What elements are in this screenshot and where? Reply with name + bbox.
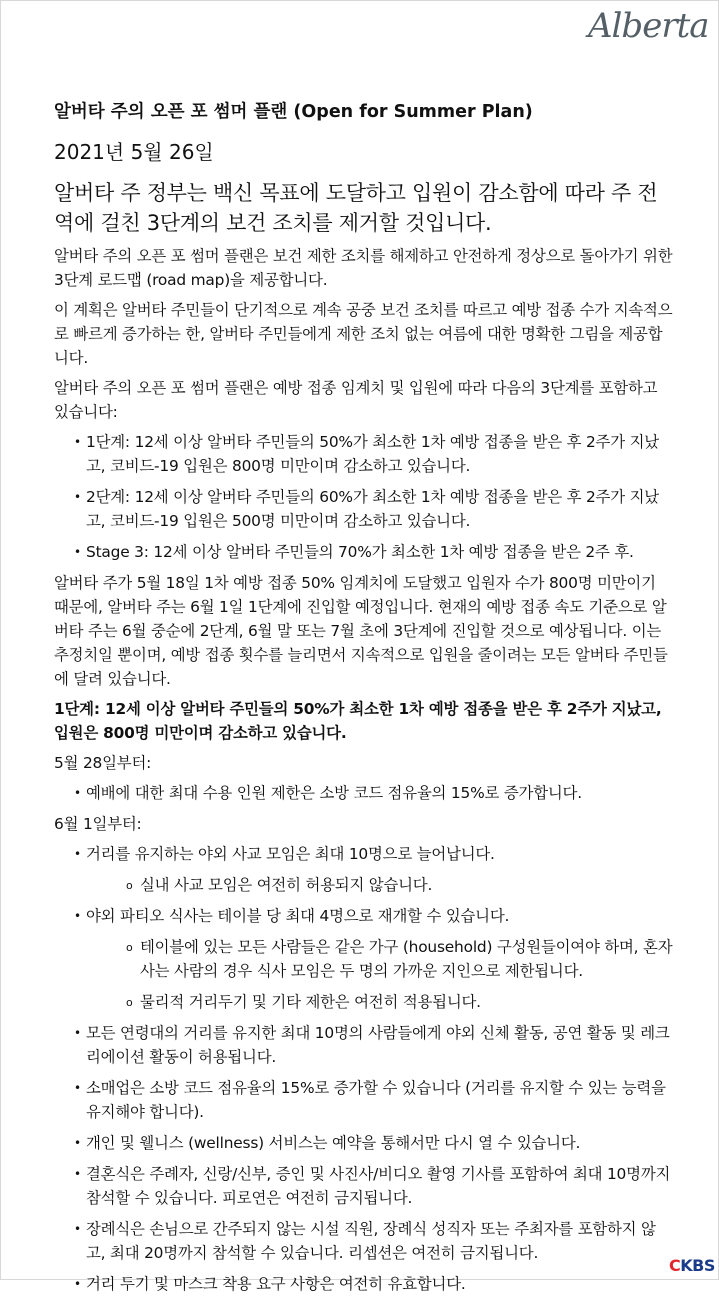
sub-list-item: o 테이블에 있는 모든 사람들은 같은 가구 (household) 구성원들이여야 하며, 혼자 사는 사람의 경우 식사 모임은 두 명의 가까운 지인으로 제한됩니다. xyxy=(54,935,674,983)
intro-paragraph: 알버타 주의 오픈 포 썸머 플랜은 보건 제한 조치를 해제하고 안전하게 정상으로 돌아가기 위한 3단계 로드맵 (road map)을 제공합니다. xyxy=(54,247,673,289)
watermark-kbs: KBS xyxy=(680,1256,715,1275)
alberta-logo: Alberta xyxy=(588,6,709,46)
watermark-c: C xyxy=(669,1256,681,1275)
list-item: • 개인 및 웰니스 (wellness) 서비스는 예약을 통해서만 다시 열 수 있습니다. xyxy=(54,1131,674,1155)
timeline-paragraph: 알버타 주가 5월 18일 1차 예방 접종 50% 임계치에 도달했고 입원자 수가 800명 미만이기 때문에, 알버타 주는 6월 1일 1단계에 진입할 예정입니다. 현재의 예방 접종 속도 기준으로 알버타 주는 6월 중순에 2단계, 6월 말 또는 7월 초에 3단계에 진입할 것으로 예상됩니다. 이는 추정치일 뿐이며, 예방 접종 횟수를 늘리면서 지속적으로 입원을 줄이려는 모든 알버타 주민들에 달려 있습니다. xyxy=(54,574,668,688)
document-body xyxy=(54,178,674,1303)
june1-label: 6월 1일부터: xyxy=(54,815,142,833)
stage-item-3: • Stage 3: 12세 이상 알버타 주민들의 70%가 최소한 1차 예방 접종을 받은 2주 후. xyxy=(54,540,674,564)
list-item: • 소매업은 소방 코드 점유율의 15%로 증가할 수 있습니다 (거리를 유지할 수 있는 능력을 유지해야 합니다). xyxy=(54,1076,674,1124)
list-item: • 거리 두기 및 마스크 착용 요구 사항은 여전히 유효합니다. xyxy=(54,1272,674,1296)
list-item: • 결혼식은 주례자, 신랑/신부, 증인 및 사진사/비디오 촬영 기사를 포함하여 최대 10명까지 참석할 수 있습니다. 피로연은 여전히 금지됩니다. xyxy=(54,1162,674,1210)
document-date: 2021년 5월 26일 xyxy=(54,140,214,164)
stages-intro-paragraph: 알버타 주의 오픈 포 썸머 플랜은 예방 접종 임계치 및 입원에 따라 다음의 3단계를 포함하고 있습니다: xyxy=(54,379,658,421)
may28-label: 5월 28일부터: xyxy=(54,754,152,772)
kbs-watermark xyxy=(669,1256,715,1275)
june1-list xyxy=(54,842,674,1296)
list-item: • 거리를 유지하는 야외 사교 모임은 최대 10명으로 늘어납니다. xyxy=(54,842,674,866)
list-item: • 예배에 대한 최대 수용 인원 제한은 소방 코드 점유율의 15%로 증가합니다. xyxy=(54,781,674,805)
stage-item-2: • 2단계: 12세 이상 알버타 주민들의 60%가 최소한 1차 예방 접종을 받은 후 2주가 지났고, 코비드-19 입원은 500명 미만이며 감소하고 있습니다. xyxy=(54,485,674,533)
stage1-heading: 1단계: 12세 이상 알버타 주민들의 50%가 최소한 1차 예방 접종을 받은 후 2주가 지났고, 입원은 800명 미만이며 감소하고 있습니다. xyxy=(54,700,662,742)
stage-item-1: • 1단계: 12세 이상 알버타 주민들의 50%가 최소한 1차 예방 접종을 받은 후 2주가 지났고, 코비드-19 입원은 800명 미만이며 감소하고 있습니다. xyxy=(54,430,674,478)
stages-list xyxy=(54,430,674,564)
sub-list-item: o 물리적 거리두기 및 기타 제한은 여전히 적용됩니다. xyxy=(54,990,674,1014)
sub-list-item: o 실내 사교 모임은 여전히 허용되지 않습니다. xyxy=(54,873,674,897)
may28-list xyxy=(54,781,674,805)
plan-paragraph: 이 계획은 알버타 주민들이 단기적으로 계속 공중 보건 조치를 따르고 예방 접종 수가 지속적으로 빠르게 증가하는 한, 알버타 주민들에게 제한 조치 없는 여름에 대한 명확한 그림을 제공합니다. xyxy=(54,301,673,367)
list-item: • 장례식은 손님으로 간주되지 않는 시설 직원, 장례식 성직자 또는 주최자를 포함하지 않고, 최대 20명까지 참석할 수 있습니다. 리셉션은 여전히 금지됩니다. xyxy=(54,1217,674,1265)
lead-paragraph: 알버타 주 정부는 백신 목표에 도달하고 입원이 감소함에 따라 주 전역에 걸친 3단계의 보건 조치를 제거할 것입니다. xyxy=(54,181,658,235)
document-title: 알버타 주의 오픈 포 썸머 플랜 (Open for Summer Plan) xyxy=(54,102,533,122)
list-item: • 야외 파티오 식사는 테이블 당 최대 4명으로 재개할 수 있습니다. xyxy=(54,904,674,928)
list-item: • 모든 연령대의 거리를 유지한 최대 10명의 사람들에게 야외 신체 활동, 공연 활동 및 레크리에이션 활동이 허용됩니다. xyxy=(54,1021,674,1069)
